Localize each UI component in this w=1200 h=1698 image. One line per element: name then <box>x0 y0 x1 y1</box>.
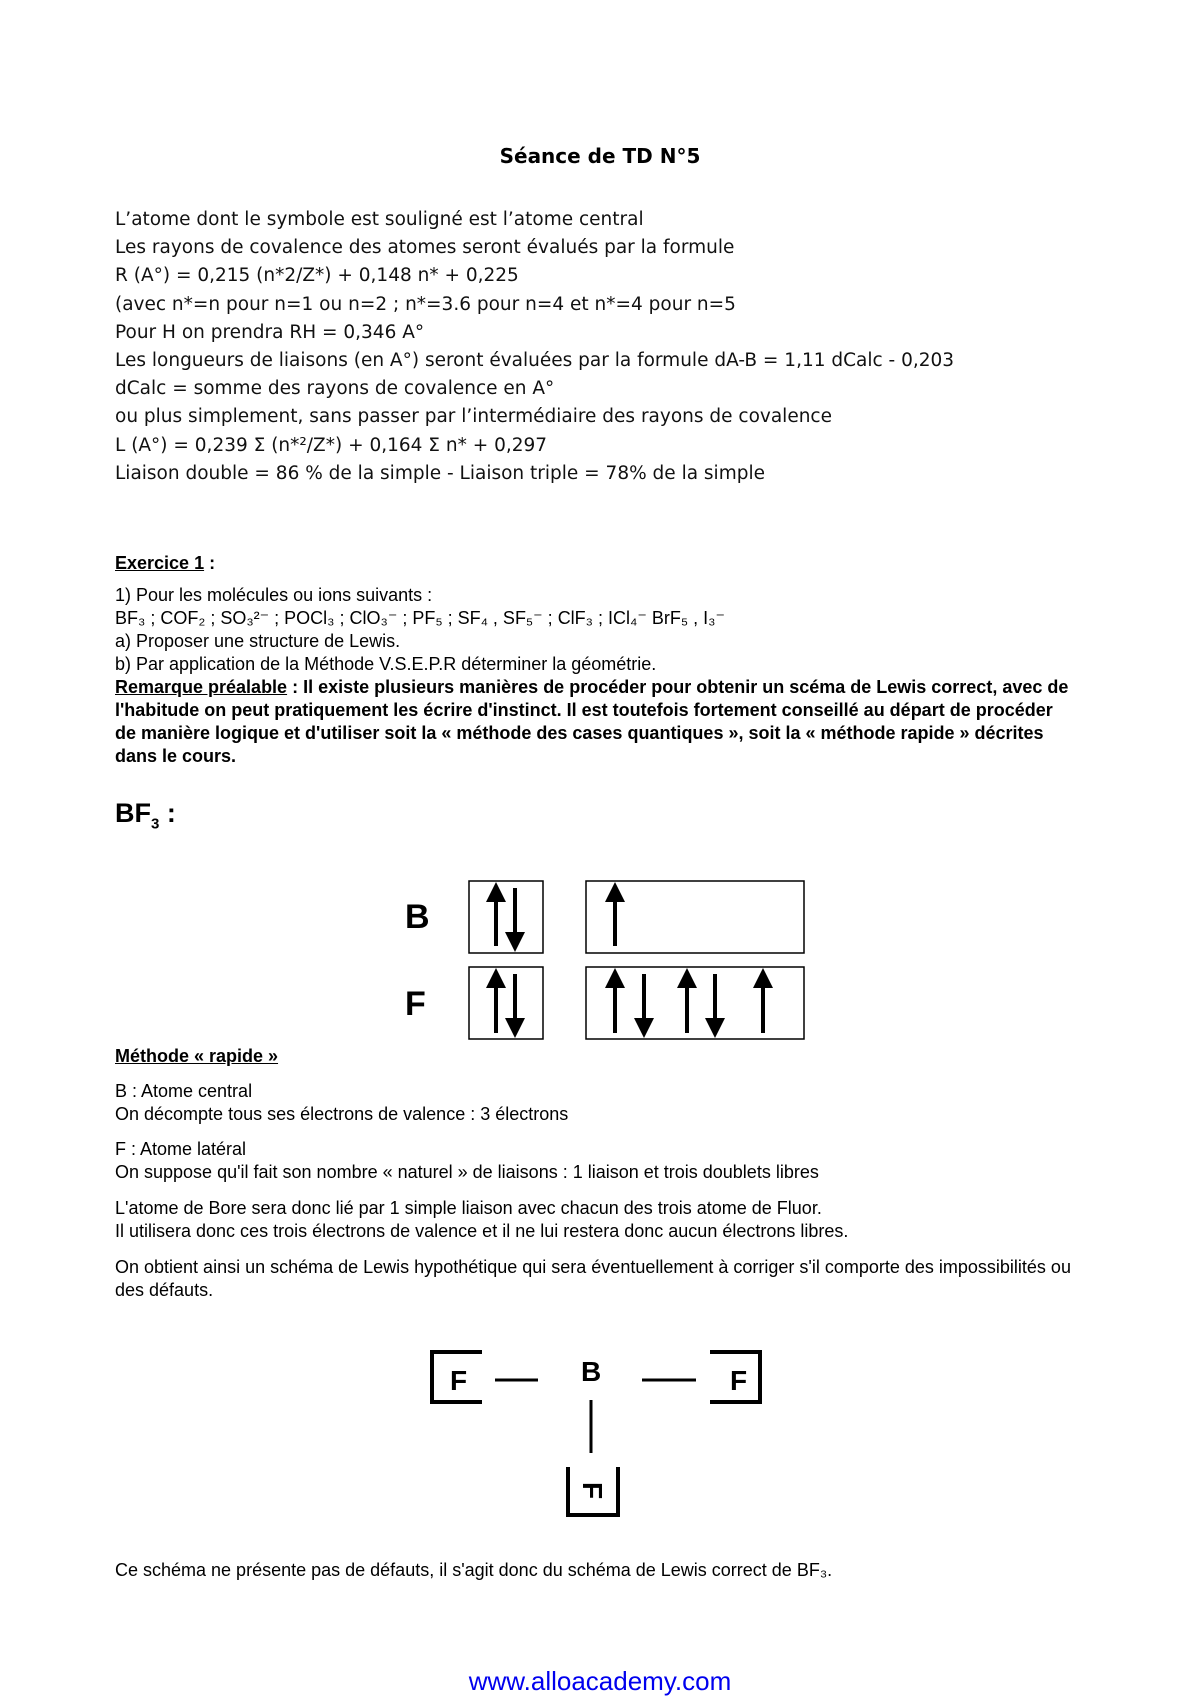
exercise-heading-colon: : <box>204 553 216 573</box>
bore-paragraph <box>115 1197 1075 1243</box>
intro-line: Liaison double = 86 % de la simple - Liaison triple = 78% de la simple <box>115 462 765 484</box>
lateral-line: F : Atome latéral <box>115 1139 247 1159</box>
intro-line: R (A°) = 0,215 (n*2/Z*) + 0,148 n* + 0,225 <box>115 265 519 287</box>
central-line: On décompte tous ses électrons de valence : 3 électrons <box>115 1104 569 1124</box>
exercise-line-a: a) Proposer une structure de Lewis. <box>115 631 401 651</box>
molecule-list: BF₃ ; COF₂ ; SO₃²⁻ ; POCl₃ ; ClO₃⁻ ; PF₅ ; SF₄ , SF₅⁻ ; ClF₃ ; ICl₄⁻ BrF₅ , I₃⁻ <box>115 608 725 628</box>
bf3-formula: BF <box>115 798 151 828</box>
intro-line: Pour H on prendra RH = 0,346 A° <box>115 321 425 343</box>
lateral-atom-paragraph <box>115 1138 1075 1184</box>
atom-b-center: B <box>581 1356 602 1387</box>
bore-line: L'atome de Bore sera donc lié par 1 simple liaison avec chacun des trois atome de Fluor. <box>115 1198 822 1218</box>
exercise-line-1: 1) Pour les molécules ou ions suivants : <box>115 585 433 605</box>
intro-line: dCalc = somme des rayons de covalence en A° <box>115 378 555 400</box>
row-label-f: F <box>405 985 426 1023</box>
exercise-body <box>115 584 1075 768</box>
remark-text: : Il existe plusieurs manières de procéder pour obtenir un scéma de Lewis correct, avec de l'habitude on peut pratiquement les écrire d'instinct. Il est toutefois fortement conseillé au départ de procéder de manière logique et d'utiliser soit la « méthode des cases quantiques », soit la « méthode rapide » décrites dans le cours. <box>115 677 1069 766</box>
row-label-b: B <box>405 898 430 936</box>
atom-f-left: F <box>450 1365 468 1396</box>
intro-line: Les longueurs de liaisons (en A°) seront évaluées par la formule dA-B = 1,11 dCalc - 0,203 <box>115 350 955 372</box>
atom-f-right: F <box>730 1365 748 1396</box>
orbital-boxes <box>469 881 804 1039</box>
remark-label: Remarque préalable <box>115 677 288 697</box>
intro-line: ou plus simplement, sans passer par l’intermédiaire des rayons de covalence <box>115 406 832 428</box>
electron-arrows <box>496 888 763 1033</box>
exercise-line-b: b) Par application de la Méthode V.S.E.P.R déterminer la géométrie. <box>115 654 657 674</box>
exercise-heading-label: Exercice 1 <box>115 553 205 573</box>
lateral-line: On suppose qu'il fait son nombre « naturel » de liaisons : 1 liaison et trois doublets libres <box>115 1162 819 1182</box>
methode-heading: Méthode « rapide » <box>115 1046 279 1066</box>
bf3-colon: : <box>159 798 176 828</box>
bf3-subscript: 3 <box>151 815 160 833</box>
bore-line: Il utilisera donc ces trois électrons de valence et il ne lui restera donc aucun électrons libres. <box>115 1221 849 1241</box>
conclusion-paragraph: Ce schéma ne présente pas de défauts, il s'agit donc du schéma de Lewis correct de BF₃. <box>115 1560 833 1580</box>
single-bonds <box>495 1380 696 1453</box>
footer-link[interactable]: www.alloacademy.com <box>468 1666 732 1696</box>
intro-line: L’atome dont le symbole est souligné est l’atome central <box>115 209 644 230</box>
intro-block <box>115 206 954 488</box>
bf3-heading <box>115 798 176 832</box>
quantum-boxes-diagram <box>390 870 830 1055</box>
intro-line: L (A°) = 0,239 Σ (n*²/Z*) + 0,164 Σ n* + 0,297 <box>115 434 548 456</box>
intro-line: (avec n*=n pour n=1 ou n=2 ; n*=3.6 pour n=4 et n*=4 pour n=5 <box>115 293 736 315</box>
atom-f-bottom: F <box>577 1482 608 1500</box>
central-line: B : Atome central <box>115 1081 253 1101</box>
lewis-structure-diagram <box>420 1340 780 1525</box>
intro-line: Les rayons de covalence des atomes seront évalués par la formule <box>115 237 735 259</box>
exercise-heading <box>115 552 215 575</box>
central-atom-paragraph <box>115 1080 1075 1126</box>
remark-paragraph <box>115 676 1075 768</box>
hypothesis-paragraph: On obtient ainsi un schéma de Lewis hypothétique qui sera éventuellement à corriger s'il comporte des impossibilités ou des défauts. <box>115 1257 1071 1300</box>
page-title: Séance de TD N°5 <box>499 144 701 168</box>
